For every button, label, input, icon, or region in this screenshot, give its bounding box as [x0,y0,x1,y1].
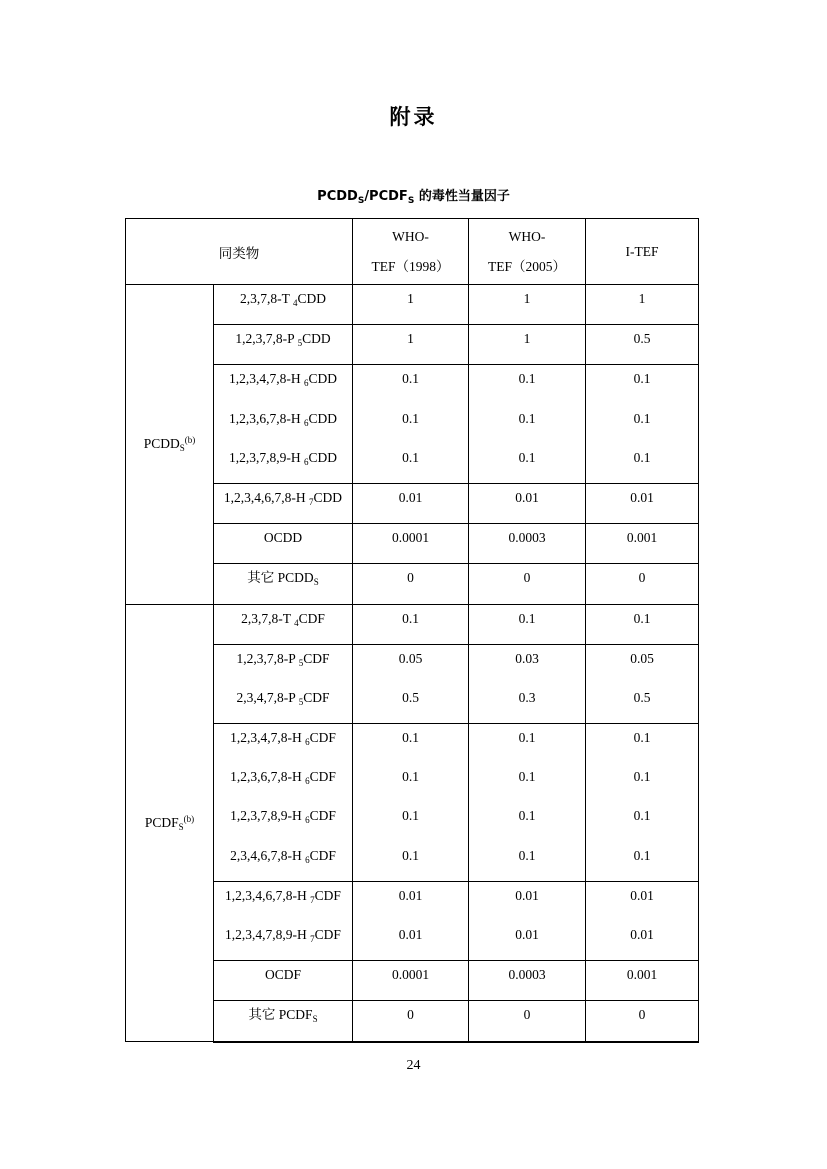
tef-value: 1 [407,291,414,306]
page-number: 24 [406,1058,421,1073]
tef-value: 0.1 [518,730,536,746]
congener-name [214,605,352,644]
tef-value: 0.05 [630,650,654,666]
caption-text: PCDD [317,189,358,204]
congener-name [214,645,352,684]
tef-value-cell [469,644,586,723]
section-label-superscript: (b) [183,813,195,824]
tef-value: 0.1 [633,449,651,465]
tef-value: 0.01 [630,927,654,942]
tef-value: 0 [523,1007,531,1023]
caption-subscript: S [407,196,415,206]
tef-value-cell [353,881,469,960]
tef-value: 0.1 [518,410,536,426]
tef-value-cell [353,724,469,882]
congener-subscript: 6 [303,417,309,428]
tef-value-cell [586,483,699,523]
tef-value-cell [353,1001,469,1042]
tef-value: 0.1 [402,769,419,785]
tef-value-cell [469,881,586,960]
congener-text: 1,2,3,4,6,7,8-H [225,887,311,903]
tef-value: 0.1 [402,730,419,746]
congener-text: CDF [298,610,325,626]
tef-value: 0.05 [398,650,423,666]
tef-value: 0.5 [633,689,651,705]
congener-name [214,724,352,763]
header-line: TEF（1998） [371,258,450,274]
congener-subscript: 6 [305,737,310,748]
tef-table [125,218,699,1043]
tef-value-cell [586,564,699,604]
congener-text: 1,2,3,7,8-P [235,331,298,347]
tef-value: 0 [407,570,414,586]
congener-name [214,684,352,723]
congener-text: CDD [308,410,337,426]
congener-cell [214,1001,353,1042]
congener-name [214,802,352,841]
tef-value-cell [586,524,699,564]
congener-subscript: 6 [303,378,309,389]
tef-value: 0.1 [518,808,536,824]
header-who-tef-1998 [353,219,469,285]
congener-text: 2,3,7,8-T [239,291,293,306]
congener-subscript: 6 [305,854,310,865]
tef-value-cell [586,644,699,723]
congener-name [214,842,352,881]
congener-name [214,882,352,921]
tef-value-cell [469,365,586,484]
congener-text: 1,2,3,7,8,9-H [228,449,304,465]
tef-value-cell [353,285,469,325]
tef-value: 0 [407,1007,414,1023]
tef-value-cell [586,365,699,484]
congener-text: 1,2,3,6,7,8-H [228,410,304,426]
congener-subscript: 5 [297,338,303,349]
tef-value-cell [586,724,699,882]
tef-value: 0.1 [518,449,536,465]
congener-text: 其它 PCDD [247,570,314,586]
congener-text: 1,2,3,7,8,9-H [230,808,306,824]
tef-value: 0.1 [402,847,419,863]
tef-value-cell [353,604,469,644]
congener-text: CDF [314,887,341,903]
congener-subscript: 4 [294,617,299,628]
tef-value-cell [469,483,586,523]
tef-value: 0.0003 [508,530,546,546]
tef-value: 1 [407,331,414,347]
congener-text: CDF [309,847,336,863]
tef-value: 0.0001 [391,530,430,546]
congener-cell [214,285,353,325]
table-header-row [126,219,699,285]
tef-value-cell [469,1001,586,1042]
tef-value: 0.01 [630,489,654,505]
tef-value-cell [353,961,469,1001]
congener-text: 2,3,4,7,8-P [236,689,299,705]
tef-value-cell [353,524,469,564]
tef-value-cell [353,564,469,604]
tef-value: 0.0001 [391,967,430,983]
congener-name [214,961,352,1000]
tef-value: 0.1 [633,730,651,746]
header-congener-label: 同类物 [218,245,260,261]
tef-value: 0.1 [518,769,536,785]
table-row [126,285,699,325]
tef-value-cell [586,961,699,1001]
page-title: 附录 [389,105,438,129]
congener-subscript: 6 [305,776,310,787]
tef-value: 0.5 [633,331,651,347]
congener-cell [214,881,353,960]
tef-value-cell [469,524,586,564]
congener-text: CDF [303,689,330,705]
congener-name [214,564,352,603]
congener-cell [214,365,353,484]
tef-value-cell [469,961,586,1001]
tef-value: 0.3 [518,689,536,705]
congener-name [214,524,352,563]
tef-value: 0.001 [626,967,658,983]
tef-value: 0.1 [518,610,536,626]
congener-name [214,921,352,960]
tef-value: 0.01 [515,887,539,903]
tef-value-cell [353,644,469,723]
table-row [126,604,699,644]
congener-cell [214,961,353,1001]
tef-value: 0.5 [402,689,419,705]
congener-text: CDF [303,650,330,666]
congener-text: 1,2,3,6,7,8-H [230,769,306,785]
section-label-subscript: S [178,821,184,832]
congener-text: CDD [302,331,331,347]
header-who-tef-2005 [469,219,586,285]
header-congener [126,219,353,285]
caption-text: /PCDF [364,189,408,204]
congener-name [214,444,352,483]
congener-text: CDD [308,371,337,387]
tef-value-cell [469,285,586,325]
tef-value: 0 [523,570,531,586]
congener-name [214,285,352,324]
tef-value: 0.1 [633,410,651,426]
congener-text: OCDD [263,530,303,546]
header-i-tef-label: I-TEF [625,243,659,259]
tef-value: 0.0003 [508,967,546,983]
tef-value: 0.1 [633,847,651,863]
congener-name [214,763,352,802]
section-label-superscript: (b) [184,435,196,446]
congener-subscript: 7 [310,934,315,944]
section-label-text: PCDF [144,814,179,830]
section-label-text: PCDD [143,436,180,452]
caption-text: 的毒性当量因子 [414,189,510,204]
tef-value: 0.01 [398,489,423,505]
tef-value-cell [469,724,586,882]
section-label-subscript: S [179,443,185,454]
tef-value: 0 [638,1007,646,1023]
congener-text: CDF [309,769,336,785]
tef-value: 0.1 [402,610,419,626]
tef-value: 0.1 [633,371,651,387]
tef-value-cell [469,604,586,644]
tef-value-cell [353,483,469,523]
congener-subscript: 4 [292,298,298,308]
tef-value: 0 [638,570,646,586]
congener-text: 1,2,3,4,7,8-H [230,730,306,746]
header-line: TEF（2005） [487,258,566,274]
caption-subscript: S [357,196,365,206]
congener-subscript: 7 [309,496,314,507]
congener-cell [214,564,353,604]
tef-value: 0.01 [515,927,539,942]
congener-name [214,484,352,523]
tef-value: 0.01 [515,489,539,505]
congener-cell [214,604,353,644]
tef-value: 0.01 [398,887,423,903]
tef-value-cell [586,285,699,325]
congener-text: 2,3,7,8-T [241,610,295,626]
table-caption [0,185,827,206]
congener-name [214,325,352,364]
tef-value-cell [586,325,699,365]
tef-value: 0.1 [402,371,419,387]
congener-subscript: S [312,1014,318,1025]
tef-value-cell [353,325,469,365]
congener-subscript: S [313,577,319,588]
tef-value: 0.1 [402,410,419,426]
congener-subscript: 7 [310,894,315,905]
congener-text: 2,3,4,6,7,8-H [230,847,306,863]
congener-text: CDF [309,730,336,746]
congener-text: CDD [297,291,326,306]
congener-name [214,405,352,444]
tef-value: 0.01 [398,927,423,942]
congener-cell [214,524,353,564]
congener-text: CDF [309,808,336,824]
tef-value: 0.01 [630,887,654,903]
tef-value: 1 [638,291,646,306]
congener-name [214,365,352,404]
header-line: WHO- [508,228,546,244]
tef-value: 0.1 [518,371,536,387]
tef-value: 0.1 [633,610,651,626]
tef-value: 0.001 [626,530,658,546]
tef-value-cell [469,325,586,365]
congener-subscript: 5 [298,657,304,668]
congener-cell [214,644,353,723]
tef-value: 0.1 [633,808,651,824]
congener-cell [214,325,353,365]
section-label-cell [126,604,214,1042]
congener-text: 1,2,3,4,7,8,9-H [225,927,311,942]
congener-text: 1,2,3,4,7,8-H [228,371,304,387]
congener-text: OCDF [264,967,301,983]
congener-cell [214,724,353,882]
tef-value: 0.03 [515,650,539,666]
congener-name [214,1001,352,1040]
tef-value-cell [469,564,586,604]
congener-text: 其它 PCDF [248,1007,313,1023]
header-i-tef [586,219,699,285]
tef-value: 0.1 [402,808,419,824]
congener-text: CDD [308,449,337,465]
tef-value: 0.1 [518,847,536,863]
congener-subscript: 6 [303,456,309,467]
congener-text: CDD [313,489,343,505]
tef-value-cell [586,1001,699,1042]
header-line: WHO- [392,228,429,244]
tef-value: 1 [523,331,531,347]
congener-subscript: 5 [298,696,304,707]
congener-text: CDF [314,927,341,942]
section-label-cell [126,285,214,605]
tef-value-cell [586,604,699,644]
congener-text: 1,2,3,7,8-P [236,650,299,666]
tef-value-cell [586,881,699,960]
congener-text: 1,2,3,4,6,7,8-H [223,489,310,505]
tef-value: 0.1 [633,769,651,785]
tef-value-cell [353,365,469,484]
tef-value: 1 [523,291,531,306]
congener-cell [214,483,353,523]
tef-value: 0.1 [402,449,419,465]
congener-subscript: 6 [305,815,310,826]
